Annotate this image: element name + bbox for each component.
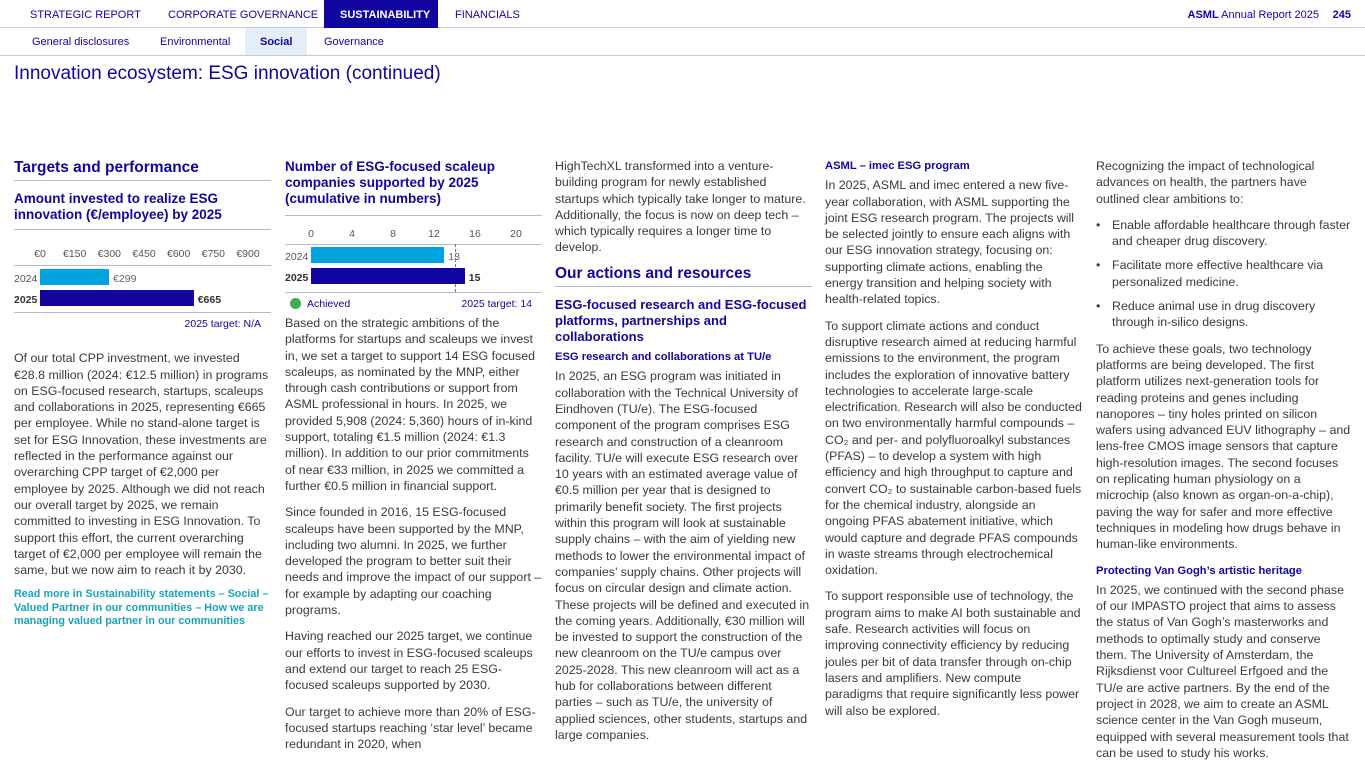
chart-title: Number of ESG-focused scaleup companies supported by 2025 (cumulative in numbers) [285,159,496,206]
axis-tick-label: €0 [34,248,46,261]
axis-tick-label: 16 [469,228,481,240]
bullet-list [1096,217,1353,331]
sub-navigation [0,28,1365,56]
paragraph: Having reached our 2025 target, we continue our efforts to invest in ESG-focused scaleups and extend our target to reach 25 ESG-focused scaleups supported by 2030. [285,629,533,693]
section-heading: Targets and performance [14,160,271,181]
achieved-icon [290,298,301,309]
section-heading: Our actions and resources [555,266,812,287]
value-label: €299 [113,273,137,286]
report-name: Annual Report 2025 [1221,9,1319,21]
minor-heading: ESG research and collaborations at TU/e [555,351,772,364]
bar-2024 [40,269,109,285]
text-blocks [555,158,812,743]
bar-2024 [311,247,444,263]
paragraph: To support climate actions and conduct disruptive research aimed at reducing harmful emissions to the environment, the program includes the exploration of innovative battery technologies to accelerate large-scale electrification. Research will also be conducted on two environmentally harmful compounds – CO₂ and per- and polyfluoroalkyl substances (PFAS) – to develop a system with high efficiency and high throughput to capture and convert CO₂ to sustainable carbon-based fuels for the chemical industry, alongside an ongoing PFAS abatement initiative, which would capture and degrade PFAS compounds in waste streams through electrochemical oxidation. [825,318,1082,578]
paragraph: To achieve these goals, two technology platforms are being developed. The first platform utilizes next-generation tools for reading proteins and genes including nanopores – tiny holes printed on silicon wafers using advanced EUV lithography – and lens-free CMOS image sensors that capture high-resolution images. The second focuses on replicating human physiology on a microchip (also known as organ-on-a-chip), paving the way for safer and more effective techniques in modeling how drugs behave in human-like environments. [1096,341,1351,552]
list-item: • Reduce animal use in drug discovery through in-silico designs. [1096,298,1353,331]
column-1 [14,160,271,639]
text-blocks [285,315,542,752]
tab-financials[interactable]: FINANCIALS [455,9,520,21]
year-label: 2025 [14,294,38,307]
list-item: • Facilitate more effective healthcare via personalized medicine. [1096,257,1353,290]
axis-tick-label: 0 [308,228,314,240]
gridline [14,265,271,266]
paragraph: In 2025, an ESG program was initiated in collaboration with the Technical University of Eindhoven (TU/e). The ESG-focused component of the program comprises ESG research and construction of a cleanroom facility. TU/e will execute ESG research over 10 years with an estimated average value of €0.5 million per year that is designed to primarily benefit society. The first projects within this program will look at sustainable supply chains – with the aim of yielding new methods to lower the environmental impact of companies’ supply chains. Other projects will focus on circular design and climate action. These projects will be defined and executed in the coming years. Additionally, €30 million will be invested to support the construction of the new cleanroom on the TU/e campus over 2025-2028. This new cleanroom will act as a hub for collaborations between different parties – such as TU/e, the university of applied sciences, other students, startups and large companies. [555,369,810,742]
paragraph: Our target to achieve more than 20% of ESG-focused startups reaching ‘star level’ became redundant in 2020, when [285,704,536,752]
axis-tick-label: €150 [62,248,87,261]
tab-strategic-report[interactable]: STRATEGIC REPORT [30,9,141,21]
top-navigation [0,0,1365,28]
axis-tick-label: 4 [349,228,355,240]
paragraph: Of our total CPP investment, we invested €28.8 million (2024: €12.5 million) in programs on ESG-focused research, startups, scaleups and collaborations in 2025, representing €665 per employee. While no stand-alone target is set for ESG Innovation, these investments are reflected in the performance against our overarching CPP target of €2,000 per employee by 2025. Although we did not reach our overall target by 2025, we remain committed to investing in ESG Innovation. To support this effort, the current overarching target of €2,000 per employee will remain the same, but we now aim to reach it by 2030. [14,351,269,578]
scaleups-chart [285,215,542,315]
chart-title: Amount invested to realize ESG innovation (€/employee) by 2025 [14,191,271,230]
axis-tick-label: €450 [132,248,156,261]
target-note: 2025 target: N/A [184,318,261,331]
column-5 [1096,158,1353,771]
paragraph: To support responsible use of technology, the program aims to make AI both sustainable and safe. Research activities will focus on improving connectivity efficiency by reducing joules per bit of data transfer through on-chip lasers and amplifiers. New compute paradigms that require significantly less power will also be explored. [825,589,1081,718]
column-3 [555,158,812,753]
report-brand [1188,0,1319,30]
subsection-heading: ESG-focused research and ESG-focused platforms, partnerships and collaborations [555,297,807,345]
subtab-general-disclosures[interactable]: General disclosures [32,36,130,48]
paragraph: In 2025, we continued with the second phase of our IMPASTO project that aims to assess the status of Van Gogh’s masterworks and methods to optimally study and conserve them. The University of Amsterdam, the Rijksdienst voor Cultureel Erfgoed and the TU/e are active partners. By the end of the project in 2028, we aim to create an ASML science center in the Van Gogh museum, equipped with several measurement tools that can be used to study his works. [1096,582,1349,760]
value-label: 13 [448,251,460,263]
paragraph: Recognizing the impact of technological advances on health, the partners have outlined clear ambitions to: [1096,159,1315,206]
bar-2025 [40,290,194,306]
minor-heading: ASML – imec ESG program [825,160,970,172]
year-label: 2024 [285,251,309,263]
subtab-governance[interactable]: Governance [324,36,384,48]
subtab-environmental[interactable]: Environmental [160,36,231,48]
page-title: Innovation ecosystem: ESG innovation (continued) [14,63,441,84]
list-item: • Enable affordable healthcare through faster and cheaper drug discovery. [1096,217,1353,250]
bar-2025 [311,268,465,284]
axis-tick-label: 20 [510,228,522,240]
axis-tick-label: €750 [201,248,226,261]
column-2 [285,159,542,762]
axis-tick-label: 8 [390,228,396,240]
paragraph: In 2025, ASML and imec entered a new five-year collaboration, with ASML supporting the joint ESG research program. The projects will be selected jointly to ensure each aligns with our ESG innovation strategy, focusing on: supporting climate actions, enabling the energy transition and helping society with health-related topics. [825,178,1075,307]
gridline [285,292,542,293]
read-more-link[interactable]: Read more in Sustainability statements – Social – Valued Partner in our communities – How we are managing valued partner in our communities [14,588,269,628]
year-label: 2025 [285,272,309,284]
gridline [14,312,271,313]
value-label: 15 [468,272,481,284]
target-note: 2025 target: 14 [461,298,532,310]
axis-tick-label: €300 [97,248,122,261]
text-blocks [825,158,1082,719]
year-label: 2024 [14,273,38,286]
minor-heading: Protecting Van Gogh’s artistic heritage [1096,564,1302,577]
tab-sustainability[interactable]: SUSTAINABILITY [324,0,438,28]
value-label: €665 [197,294,222,307]
text-blocks [1096,158,1353,761]
status-label: Achieved [307,298,351,310]
axis-tick-label: €900 [236,248,260,261]
axis-tick-label: €600 [166,248,191,261]
gridline [285,244,542,245]
column-4 [825,158,1082,729]
paragraph: Based on the strategic ambitions of the platforms for startups and scaleups we invest in, we set a target to support 14 ESG focused scaleups, as nominated by the MNP, either through cash contributions or support from ASML professional in hours. In 2025, we provided 5,908 (2024: 5,360) hours of in-kind support, totaling €1.5 million (2024: €1.3 million). In addition to our prior commitments of near €33 million, in 2025 we committed a further €0.5 million in financial support. [285,316,536,493]
text-blocks [14,350,271,629]
paragraph: Since founded in 2016, 15 ESG-focused scaleups have been supported by the MNP, including two alumni. In 2025, we further developed the program to better suit their needs and improve the impact of our support – for example by adapting our coaching programs. [285,505,542,618]
invested-chart [14,230,271,350]
page-number: 245 [1332,9,1351,21]
subtab-social[interactable]: Social [245,28,307,55]
axis-tick-label: 12 [428,228,440,240]
paragraph: HighTechXL transformed into a venture-building program for newly established startups which typically take longer to mature. Additionally, the focus is now on deep tech – which typically requires a longer time to develop. [555,159,806,255]
tab-corporate-governance[interactable]: CORPORATE GOVERNANCE [168,9,319,21]
brand-name: ASML [1187,9,1219,21]
